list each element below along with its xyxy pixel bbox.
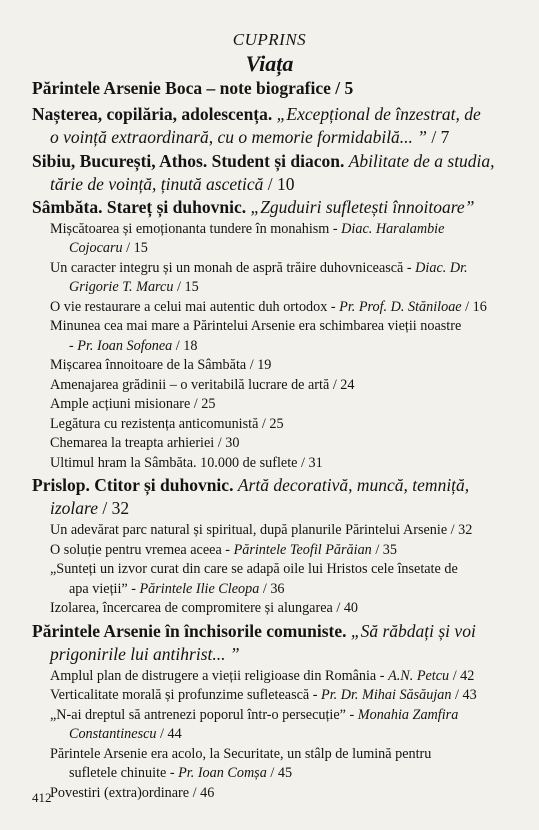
- toc-line: [69, 581, 285, 598]
- entry-text: / 15: [173, 279, 199, 295]
- entry-subtitle-text: prigonirile lui antihrist... ”: [50, 644, 240, 664]
- entry-subtitle-text: Părintele Ilie Cleopa: [139, 581, 260, 597]
- entry-text: sufletele chinuite -: [69, 765, 179, 781]
- entry-heading-text: Părintele Arsenie Boca – note biografice / 5: [32, 78, 354, 98]
- toc-line: [50, 221, 444, 238]
- toc-line: [32, 151, 495, 172]
- toc-line: [50, 260, 468, 277]
- toc-line: [32, 104, 481, 125]
- toc-line: [50, 357, 271, 374]
- toc-line: [50, 455, 323, 472]
- entry-text: Părintele Arsenie era acolo, la Securitate, un stâlp de lumină pentru: [50, 746, 432, 762]
- entry-text: / 43: [451, 687, 477, 703]
- toc-line: [50, 498, 129, 519]
- toc-line: [50, 600, 358, 617]
- toc-line: [50, 644, 240, 665]
- entry-text: „N-ai dreptul să antrenezi poporul într-o persecuție” -: [50, 707, 358, 723]
- entry-subtitle-text: A.N. Petcu: [388, 668, 450, 684]
- entry-subtitle-text: „Să răbdați și voi: [350, 621, 476, 641]
- entry-subtitle-text: Monahia Zamfira: [357, 707, 459, 723]
- entry-subtitle-text: o voință extraordinară, cu o memorie formidabilă... ”: [50, 127, 428, 147]
- entry-subtitle-text: Constantinescu: [69, 726, 157, 742]
- entry-heading-text: Prislop. Ctitor și duhovnic.: [32, 475, 238, 495]
- entry-text: Izolarea, încercarea de compromitere și alungarea / 40: [50, 600, 359, 616]
- entry-text: „Sunteți un izvor curat din care se adapă oile lui Hristos cele însetate de: [50, 561, 458, 577]
- entry-text: / 44: [156, 726, 182, 742]
- entry-text: / 32: [97, 498, 130, 518]
- entry-text: / 35: [371, 542, 397, 558]
- entry-subtitle-text: Abilitate de a studia,: [348, 151, 495, 171]
- toc-line: [50, 687, 477, 704]
- entry-text: O vie restaurare a celui mai autentic duh ortodox -: [50, 299, 340, 315]
- toc-line: [50, 377, 355, 394]
- entry-subtitle-text: Diac. Dr.: [415, 260, 468, 276]
- entry-text: / 18: [172, 338, 198, 354]
- toc-line: [50, 174, 294, 195]
- entry-text: Amenajarea grădinii – o veritabilă lucrare de artă / 24: [50, 377, 355, 393]
- page-number: 412: [32, 790, 52, 805]
- entry-text: Ample acțiuni misionare / 25: [50, 396, 216, 412]
- toc-line: [32, 475, 469, 496]
- toc-line: [32, 78, 353, 99]
- entry-subtitle-text: Părintele Teofil Părăian: [233, 542, 372, 558]
- toc-line: [50, 416, 284, 433]
- entry-text: / 45: [266, 765, 293, 781]
- entry-text: Mișcarea înnoitoare de la Sâmbăta / 19: [50, 357, 272, 373]
- entry-text: Povestiri (extra)ordinare / 46: [50, 785, 215, 801]
- entry-text: / 42: [449, 668, 475, 684]
- entry-subtitle-text: Pr. Ioan Comșa: [178, 765, 267, 781]
- entry-subtitle-text: „Zguduiri sufletești înnoitoare”: [250, 197, 475, 217]
- toc-line: [69, 338, 197, 355]
- toc-line: [50, 396, 215, 413]
- entry-subtitle-text: Diac. Haralambie: [341, 221, 445, 237]
- entry-text: / 16: [461, 299, 487, 315]
- entry-subtitle-text: izolare: [50, 498, 98, 518]
- entry-subtitle-text: tărie de voință, ținută ascetică: [50, 174, 264, 194]
- toc-line: [50, 435, 239, 452]
- toc-line: [69, 765, 292, 782]
- entry-heading-text: Sibiu, București, Athos. Student și diacon.: [32, 151, 349, 171]
- entry-text: / 7: [427, 127, 450, 147]
- entry-text: Legătura cu rezistența anticomunistă / 25: [50, 416, 284, 432]
- entry-subtitle-text: Pr. Dr. Mihai Săsăujan: [321, 687, 452, 703]
- toc-line: [50, 668, 474, 685]
- toc-line: [50, 522, 472, 539]
- entry-text: Mișcătoarea și emoționanta tundere în monahism -: [50, 221, 342, 237]
- entry-heading-text: Sâmbăta. Stareț și duhovnic.: [32, 197, 251, 217]
- entry-text: Un adevărat parc natural și spiritual, după planurile Părintelui Arsenie / 32: [50, 522, 473, 538]
- entry-text: apa vieții” -: [69, 581, 140, 597]
- section-heading: Viața: [245, 51, 294, 76]
- toc-line: [69, 726, 182, 743]
- toc-line: [32, 197, 474, 218]
- entry-text: O soluție pentru vremea aceea -: [50, 542, 234, 558]
- entry-text: Verticalitate morală și profunzime sufletească -: [50, 687, 322, 703]
- toc-line: [50, 127, 449, 148]
- entry-subtitle-text: Pr. Prof. D. Stăniloae: [339, 299, 462, 315]
- entry-text: / 10: [263, 174, 295, 194]
- entry-subtitle-text: Pr. Ioan Sofonea: [77, 338, 173, 354]
- entry-subtitle-text: Artă decorativă, muncă, temniță,: [237, 475, 470, 495]
- entry-text: Chemarea la treapta arhieriei / 30: [50, 435, 240, 451]
- entry-heading-text: Părintele Arsenie în închisorile comuniste.: [32, 621, 351, 641]
- entry-heading-text: Nașterea, copilăria, adolescența.: [32, 104, 277, 124]
- toc-line: [50, 746, 431, 763]
- entry-text: Ultimul hram la Sâmbăta. 10.000 de suflete / 31: [50, 455, 323, 471]
- entry-text: Un caracter integru și un monah de aspră trăire duhovnicească -: [50, 260, 416, 276]
- entry-subtitle-text: „Excepțional de înzestrat, de: [276, 104, 481, 124]
- toc-line: [50, 542, 397, 559]
- toc-line: [50, 561, 458, 578]
- entry-text: -: [69, 338, 78, 354]
- entry-text: / 36: [259, 581, 285, 597]
- entry-subtitle-text: Grigorie T. Marcu: [69, 279, 174, 295]
- entry-text: Minunea cea mai mare a Părintelui Arsenie era schimbarea vieții noastre: [50, 318, 462, 334]
- toc-line: [50, 707, 458, 724]
- entry-text: / 15: [122, 240, 148, 256]
- toc-line: [50, 318, 461, 335]
- toc-line: [50, 785, 214, 802]
- page-title: CUPRINS: [232, 30, 307, 49]
- toc-line: [50, 299, 487, 316]
- entry-subtitle-text: Cojocaru: [69, 240, 123, 256]
- toc-line: [69, 240, 148, 257]
- toc-line: [69, 279, 199, 296]
- entry-text: Amplul plan de distrugere a vieții religioase din România -: [50, 668, 389, 684]
- toc-line: [32, 621, 476, 642]
